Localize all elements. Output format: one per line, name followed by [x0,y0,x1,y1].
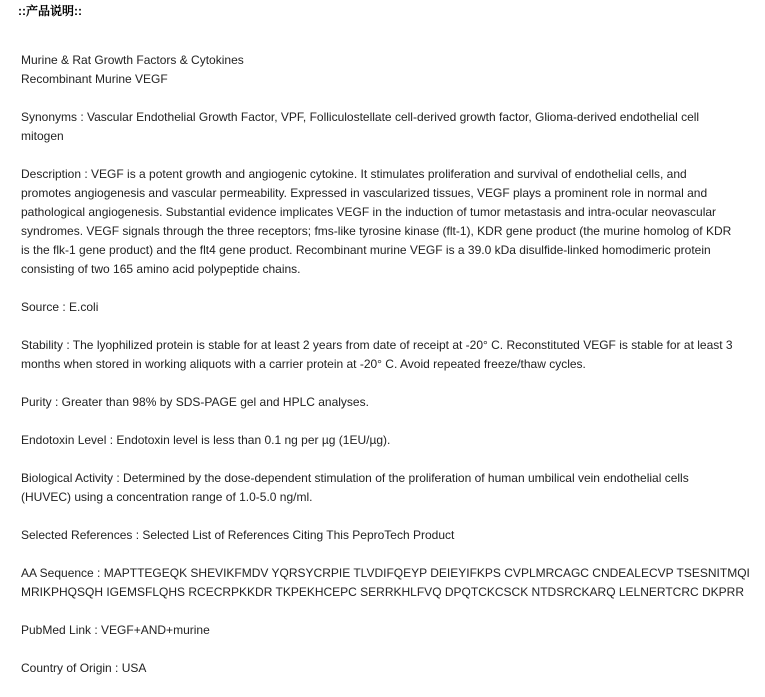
stability-line: months when stored in working aliquots with a carrier protein at -20° C. Avoid repeated freeze/thaw cycles. [21,357,586,371]
description-line: consisting of two 165 amino acid polypeptide chains. [21,262,301,276]
description-line: syndromes. VEGF signals through the three receptors; fms-like tyrosine kinase (flt-1), KDR gene product (the murine homolog of KDR [21,224,732,238]
aa-sequence-line: AA Sequence : MAPTTEGEQK SHEVIKFMDV YQRSYCRPIE TLVDIFQEYP DEIEYIFKPS CVPLMRCAGC CNDEALECVP TSESNITMQI [21,566,750,580]
endotoxin-block [21,431,756,450]
synonyms-line: mitogen [21,129,64,143]
origin-block [21,659,756,678]
aa-sequence-line: MRIKPHQSQH IGEMSFLQHS RCECRPKKDR TKPEKHCEPC SERRKHLFVQ DPQTCKCSCK NTDSRCKARQ LELNERTCRC DKPRR [21,585,745,599]
synonyms-block [21,108,756,146]
source-text: Source : E.coli [21,300,99,314]
product-description [21,51,756,697]
endotoxin-text: Endotoxin Level : Endotoxin level is less than 0.1 ng per µg (1EU/µg). [21,433,391,447]
source-block [21,298,756,317]
product-category: Murine & Rat Growth Factors & Cytokines [21,53,244,67]
purity-block [21,393,756,412]
synonyms-line: Synonyms : Vascular Endothelial Growth Factor, VPF, Folliculostellate cell-derived growth factor, Glioma-derived endothelial cell [21,110,700,124]
biological-activity-line: (HUVEC) using a concentration range of 1.0-5.0 ng/ml. [21,490,313,504]
stability-block [21,336,756,374]
biological-activity-block [21,469,756,507]
description-line: promotes angiogenesis and vascular permeability. Expressed in vascularized tissues, VEGF plays a prominent role in normal and [21,186,708,200]
description-line: Description : VEGF is a potent growth and angiogenic cytokine. It stimulates proliferation and survival of endothelial cells, and [21,167,687,181]
description-line: is the flk-1 gene product) and the flt4 gene product. Recombinant murine VEGF is a 39.0 kDa disulfide-linked homodimeric protein [21,243,711,257]
stability-line: Stability : The lyophilized protein is stable for at least 2 years from date of receipt at -20° C. Reconstituted VEGF is stable for at least 3 [21,338,733,352]
intro-block [21,51,756,89]
references-block [21,526,756,545]
product-name: Recombinant Murine VEGF [21,72,168,86]
country-of-origin-text: Country of Origin : USA [21,661,147,675]
section-title: ::产品说明:: [18,4,82,18]
description-line: pathological angiogenesis. Substantial evidence implicates VEGF in the induction of tumor metastasis and intra-ocular neovascular [21,205,717,219]
aa-sequence-block [21,564,756,602]
pubmed-block [21,621,756,640]
purity-text: Purity : Greater than 98% by SDS-PAGE gel and HPLC analyses. [21,395,369,409]
references-text: Selected References : Selected List of References Citing This PeproTech Product [21,528,455,542]
pubmed-link-text: PubMed Link : VEGF+AND+murine [21,623,210,637]
description-block [21,165,756,279]
biological-activity-line: Biological Activity : Determined by the dose-dependent stimulation of the proliferation of human umbilical vein endothelial cells [21,471,689,485]
